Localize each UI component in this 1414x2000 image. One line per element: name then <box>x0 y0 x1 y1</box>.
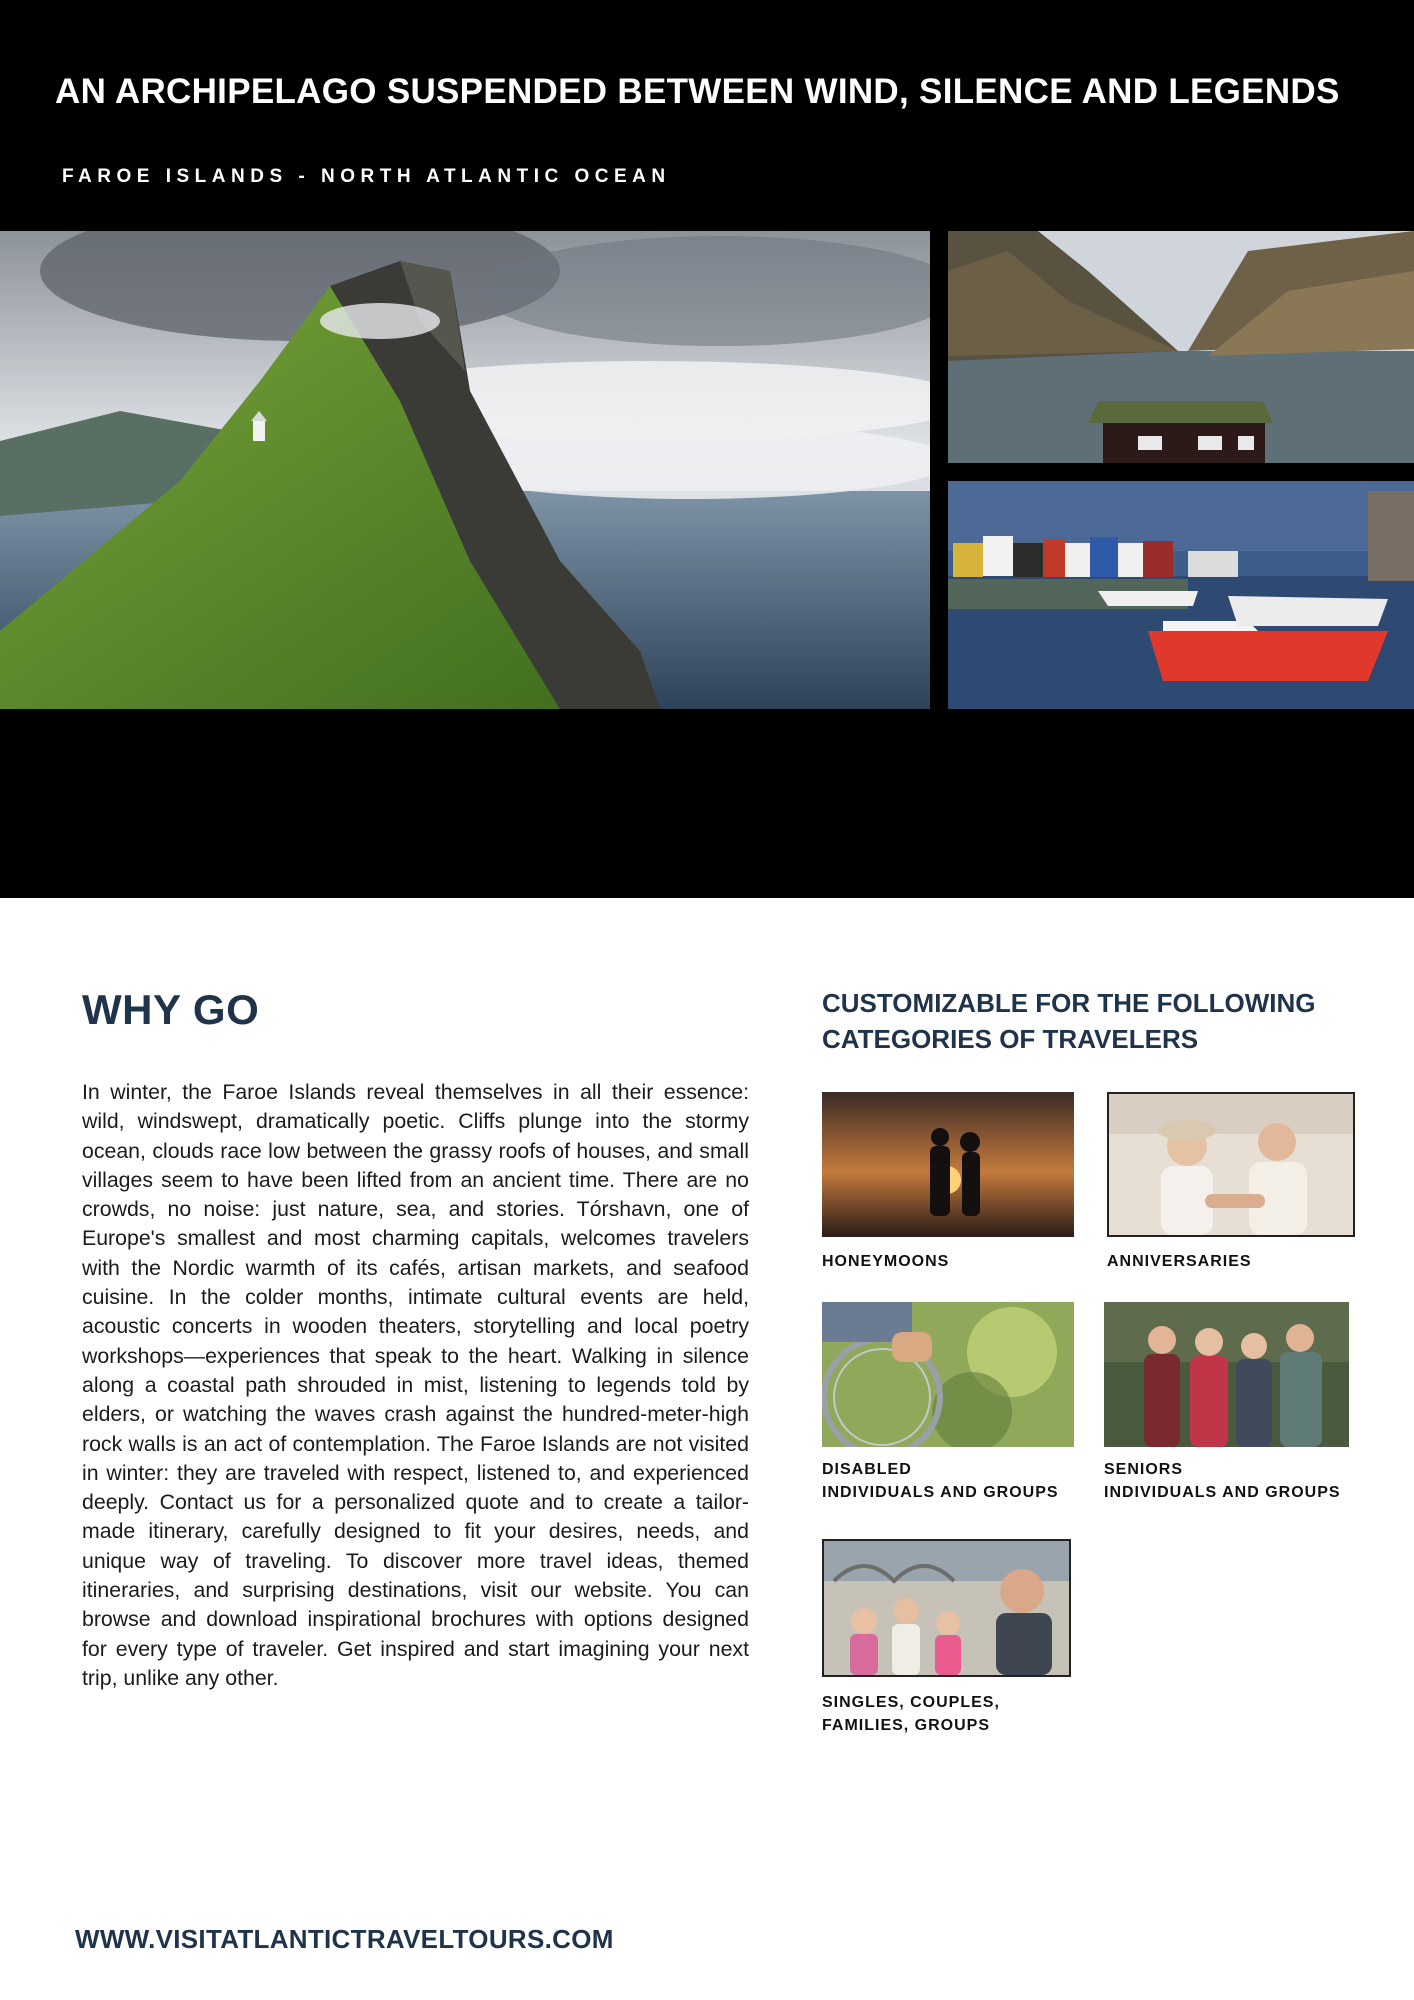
page-title: AN ARCHIPELAGO SUSPENDED BETWEEN WIND, SILENCE AND LEGENDS <box>55 72 1340 111</box>
disabled-label <box>822 1458 1059 1504</box>
seniors-label-line2: INDIVIDUALS AND GROUPS <box>1104 1484 1341 1501</box>
anniversaries-label: ANNIVERSARIES <box>1107 1253 1252 1270</box>
families-label-line2: FAMILIES, GROUPS <box>822 1717 991 1734</box>
families-label-line1: SINGLES, COUPLES, <box>822 1694 1000 1711</box>
torshavn-harbor-photo <box>948 481 1414 709</box>
category-card-families <box>822 1539 1074 1739</box>
families-photo <box>822 1539 1071 1677</box>
why-go-paragraph: In winter, the Faroe Islands reveal themselves in all their essence: wild, windswept, dramatically poetic. Cliffs plunge into the stormy ocean, clouds race low between the grassy roofs of houses, and small villages seem to have been lifted from an ancient time. There are no crowds, no noise: just nature, sea, and stories. Tórshavn, one of Europe's smallest and most charming capitals, welcomes travelers with the Nordic warmth of its cafés, artisan markets, and seafood cuisine. In the colder months, intimate cultural events are held, acoustic concerts in wooden theaters, storytelling and local poetry workshops—experiences that speak to the heart. Walking in silence along a coastal path shrouded in mist, listening to legends told by elders, or watching the waves crash against the hundred-meter-high rock walls is an act of contemplation. The Faroe Islands are not visited in winter: they are traveled with respect, listened to, and experienced deeply. Contact us for a personalized quote and to create a tailor-made itinerary, carefully designed to fit your desires, needs, and unique way of traveling. To discover more travel ideas, themed itineraries, and surprising destinations, visit our website. You can browse and download inspirational brochures with options designed for every type of traveler. Get inspired and start imagining your next trip, unlike any other. <box>82 1080 749 1690</box>
categories-heading: CUSTOMIZABLE FOR THE FOLLOWING CATEGORIES OF TRAVELERS <box>822 988 1316 1054</box>
honeymoons-label: HONEYMOONS <box>822 1253 950 1270</box>
disabled-label-line2: INDIVIDUALS AND GROUPS <box>822 1484 1059 1501</box>
category-card-anniversaries <box>1107 1092 1355 1272</box>
category-card-seniors <box>1104 1302 1354 1504</box>
fjord-turf-house-photo <box>948 231 1414 463</box>
page-subtitle: FAROE ISLANDS - NORTH ATLANTIC OCEAN <box>62 166 671 187</box>
hero-banner <box>0 0 1414 898</box>
anniversaries-photo <box>1107 1092 1355 1237</box>
category-card-disabled <box>822 1302 1074 1504</box>
category-card-honeymoons <box>822 1092 1074 1272</box>
website-url[interactable]: WWW.VISITATLANTICTRAVELTOURS.COM <box>75 1924 614 1954</box>
cliff-lighthouse-photo <box>0 231 930 709</box>
honeymoons-photo <box>822 1092 1074 1237</box>
seniors-label <box>1104 1458 1341 1504</box>
disabled-label-line1: DISABLED <box>822 1461 912 1478</box>
disabled-photo <box>822 1302 1074 1447</box>
seniors-label-line1: SENIORS <box>1104 1461 1184 1478</box>
families-label <box>822 1691 1000 1737</box>
why-go-heading: WHY GO <box>82 986 260 1033</box>
seniors-photo <box>1104 1302 1349 1447</box>
